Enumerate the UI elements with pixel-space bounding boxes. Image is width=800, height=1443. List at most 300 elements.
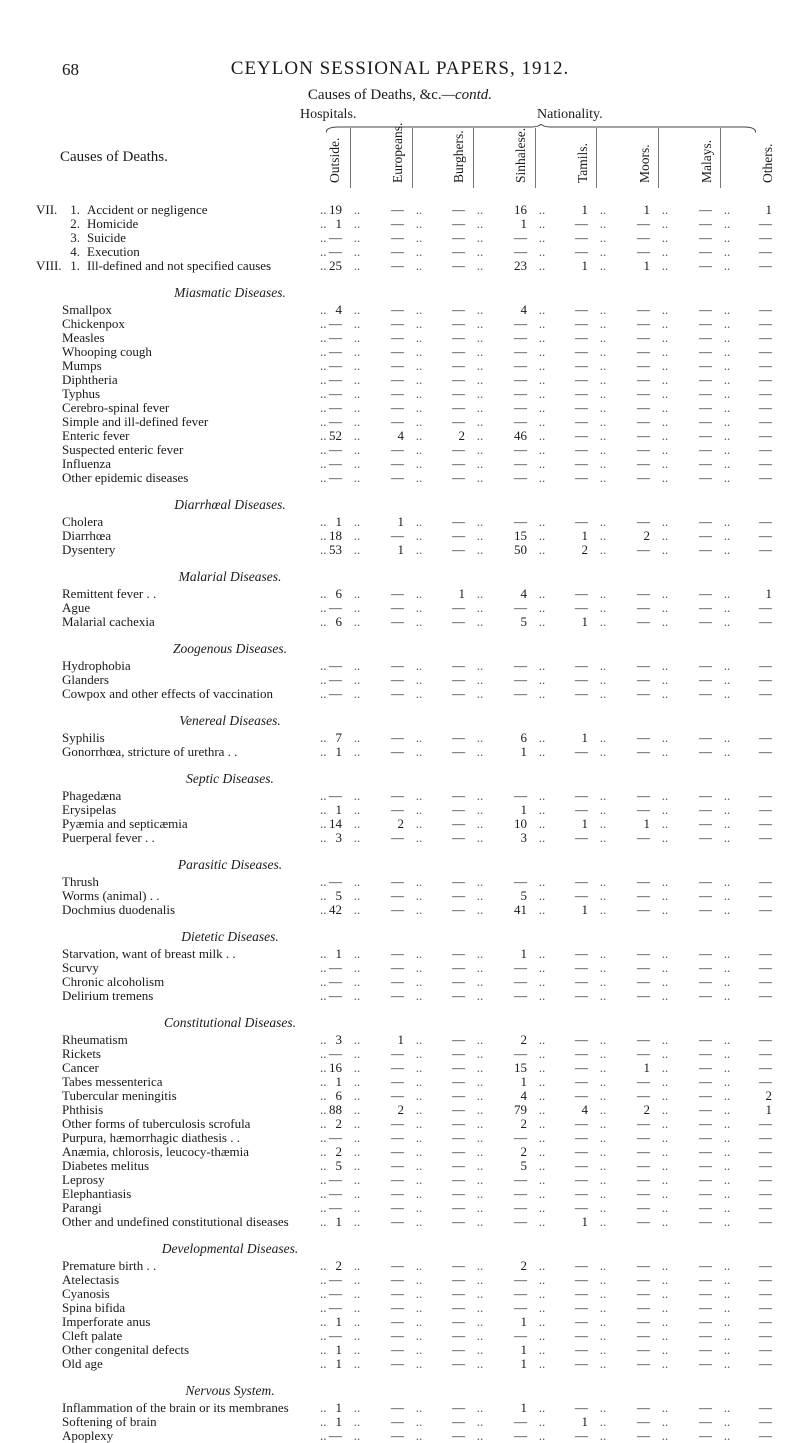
separator-dots: .. [538,1300,546,1315]
separator-dots: .. [415,316,423,331]
separator-dots: .. [538,258,546,273]
value-cell: — [699,1074,712,1089]
separator-dots: .. [723,302,731,317]
separator-dots: .. [476,1356,484,1371]
value-cell: — [514,470,527,485]
table-row [0,345,800,359]
value-cell: — [699,988,712,1003]
cause-name: Phthisis [62,1102,104,1117]
separator-dots: .. [599,988,607,1003]
table-row [0,1429,800,1443]
section-heading: Zoogenous Diseases. [173,641,287,656]
separator-dots: .. [538,730,546,745]
cause-name: Influenza [62,456,112,471]
separator-dots: .. [723,1356,731,1371]
value-cell: — [329,1200,342,1215]
value-cell: — [452,874,465,889]
value-cell: 1 [520,1314,527,1329]
cause-name: Malarial cachexia [62,614,155,629]
column-rule [473,128,474,188]
value-cell: — [452,600,465,615]
separator-dots: .. [538,960,546,975]
value-cell: 2 [520,1258,527,1273]
value-cell: — [514,686,527,701]
separator-dots: .. [723,1314,731,1329]
value-cell: — [391,372,404,387]
cause-name: Smallpox [62,302,112,317]
value-cell: 2 [643,1102,650,1117]
value-cell: — [759,658,772,673]
value-cell: — [759,888,772,903]
value-cell: — [575,988,588,1003]
separator-dots: .. [538,302,546,317]
separator-dots: .. [415,686,423,701]
leader-dots: .. [320,400,327,415]
separator-dots: .. [353,1074,361,1089]
value-cell: — [637,1286,650,1301]
separator-dots: .. [599,1144,607,1159]
table-row [0,1215,800,1229]
column-header: Tamils. [575,143,590,183]
value-cell: 6 [335,614,342,629]
separator-dots: .. [538,888,546,903]
value-cell: — [759,1144,772,1159]
value-cell: — [514,344,527,359]
value-cell: — [575,874,588,889]
item-number: 1. [70,258,80,273]
value-cell: — [699,358,712,373]
value-cell: — [699,686,712,701]
value-cell: — [452,542,465,557]
value-cell: 1 [581,528,588,543]
separator-dots: .. [599,730,607,745]
section-heading: Constitutional Diseases. [163,1015,296,1030]
value-cell: — [759,330,772,345]
cause-name: Delirium tremens [62,988,154,1003]
value-cell: — [514,1130,527,1145]
value-cell: — [637,302,650,317]
table-row [0,1159,800,1173]
separator-dots: .. [415,658,423,673]
cause-name: Ague [62,600,91,615]
table-row [0,817,800,831]
separator-dots: .. [415,1286,423,1301]
table-row [0,1343,800,1357]
value-cell: — [329,386,342,401]
separator-dots: .. [599,542,607,557]
separator-dots: .. [599,1116,607,1131]
value-cell: 1 [335,1342,342,1357]
separator-dots: .. [415,946,423,961]
separator-dots: .. [353,528,361,543]
value-cell: — [575,888,588,903]
cause-name: Homicide [87,216,139,231]
value-cell: — [637,470,650,485]
value-cell: — [452,1400,465,1415]
section-heading: Malarial Diseases. [178,569,282,584]
section-heading: Diarrhœal Diseases. [174,497,286,512]
separator-dots: .. [415,1046,423,1061]
value-cell: — [699,1060,712,1075]
leader-dots: .. [320,830,327,845]
value-cell: — [391,1214,404,1229]
value-cell: — [699,1144,712,1159]
value-cell: — [637,658,650,673]
separator-dots: .. [476,974,484,989]
value-cell: 1 [765,586,772,601]
leader-dots: .. [320,470,327,485]
value-cell: — [637,1144,650,1159]
separator-dots: .. [599,888,607,903]
separator-dots: .. [353,316,361,331]
leader-dots: .. [320,202,327,217]
separator-dots: .. [476,244,484,259]
value-cell: — [759,372,772,387]
value-cell: — [329,1428,342,1443]
separator-dots: .. [599,230,607,245]
separator-dots: .. [661,1060,669,1075]
value-cell: 46 [514,428,527,443]
separator-dots: .. [353,1286,361,1301]
value-cell: — [391,902,404,917]
value-cell: — [514,1272,527,1287]
separator-dots: .. [415,1400,423,1415]
separator-dots: .. [353,1060,361,1075]
value-cell: — [637,386,650,401]
separator-dots: .. [723,1414,731,1429]
value-cell: — [514,372,527,387]
value-cell: — [575,470,588,485]
separator-dots: .. [415,830,423,845]
separator-dots: .. [599,974,607,989]
leader-dots: .. [320,586,327,601]
separator-dots: .. [661,302,669,317]
leader-dots: .. [320,316,327,331]
value-cell: — [452,830,465,845]
cause-name: Hydrophobia [62,658,131,673]
value-cell: — [452,672,465,687]
value-cell: — [575,216,588,231]
separator-dots: .. [353,456,361,471]
separator-dots: .. [661,470,669,485]
value-cell: — [575,514,588,529]
value-cell: 6 [335,586,342,601]
cause-name: Old age [62,1356,103,1371]
separator-dots: .. [723,960,731,975]
separator-dots: .. [661,1088,669,1103]
leader-dots: .. [320,442,327,457]
table-row [0,975,800,989]
cause-name: Tabes messenterica [62,1074,163,1089]
leader-dots: .. [320,414,327,429]
value-cell: — [329,1272,342,1287]
section-heading: Septic Diseases. [186,771,274,786]
value-cell: — [391,528,404,543]
value-cell: — [575,316,588,331]
separator-dots: .. [538,414,546,429]
leader-dots: .. [320,1300,327,1315]
separator-dots: .. [538,202,546,217]
value-cell: — [637,1074,650,1089]
separator-dots: .. [599,1356,607,1371]
value-cell: — [699,414,712,429]
separator-dots: .. [538,874,546,889]
separator-dots: .. [661,528,669,543]
value-cell: — [452,258,465,273]
value-cell: 1 [335,216,342,231]
value-cell: — [391,614,404,629]
separator-dots: .. [599,330,607,345]
table-row [0,203,800,217]
value-cell: — [699,1328,712,1343]
separator-dots: .. [415,244,423,259]
separator-dots: .. [415,988,423,1003]
cause-name: Glanders [62,672,109,687]
separator-dots: .. [415,230,423,245]
separator-dots: .. [599,302,607,317]
separator-dots: .. [476,614,484,629]
cause-name: Cancer [62,1060,99,1075]
separator-dots: .. [476,330,484,345]
value-cell: — [699,514,712,529]
value-cell: — [329,686,342,701]
value-cell: — [637,230,650,245]
separator-dots: .. [599,1102,607,1117]
separator-dots: .. [538,386,546,401]
separator-dots: .. [538,802,546,817]
value-cell: — [575,1428,588,1443]
cause-name: Softening of brain [62,1414,157,1429]
value-cell: — [391,456,404,471]
separator-dots: .. [723,1200,731,1215]
separator-dots: .. [723,216,731,231]
value-cell: — [637,442,650,457]
separator-dots: .. [476,788,484,803]
value-cell: — [329,244,342,259]
separator-dots: .. [353,400,361,415]
value-cell: — [452,1144,465,1159]
separator-dots: .. [661,1328,669,1343]
value-cell: — [452,946,465,961]
leader-dots: .. [320,816,327,831]
separator-dots: .. [415,1158,423,1173]
value-cell: — [699,1172,712,1187]
separator-dots: .. [353,614,361,629]
separator-dots: .. [415,202,423,217]
table-row [0,659,800,673]
separator-dots: .. [476,1400,484,1415]
value-cell: — [391,658,404,673]
value-cell: 10 [514,816,527,831]
value-cell: — [329,658,342,673]
value-cell: — [637,330,650,345]
value-cell: — [699,1272,712,1287]
value-cell: — [391,230,404,245]
separator-dots: .. [476,400,484,415]
separator-dots: .. [599,1074,607,1089]
value-cell: 2 [520,1032,527,1047]
value-cell: — [637,614,650,629]
value-cell: — [329,1172,342,1187]
cause-name: Leprosy [62,1172,105,1187]
value-cell: — [514,400,527,415]
separator-dots: .. [476,1186,484,1201]
value-cell: — [637,1428,650,1443]
value-cell: — [699,258,712,273]
page-number: 68 [62,60,79,79]
leader-dots: .. [320,1046,327,1061]
separator-dots: .. [723,888,731,903]
value-cell: 88 [329,1102,342,1117]
value-cell: — [452,658,465,673]
separator-dots: .. [661,614,669,629]
separator-dots: .. [353,988,361,1003]
table-row [0,1075,800,1089]
separator-dots: .. [353,442,361,457]
value-cell: 4 [520,586,527,601]
value-cell: 42 [329,902,342,917]
value-cell: — [514,658,527,673]
value-cell: — [759,514,772,529]
separator-dots: .. [599,1088,607,1103]
value-cell: — [452,614,465,629]
separator-dots: .. [538,528,546,543]
value-cell: — [699,442,712,457]
value-cell: — [391,344,404,359]
value-cell: — [452,358,465,373]
separator-dots: .. [415,456,423,471]
value-cell: — [699,888,712,903]
separator-dots: .. [723,1272,731,1287]
value-cell: — [699,586,712,601]
leader-dots: .. [320,330,327,345]
separator-dots: .. [723,586,731,601]
value-cell: — [699,902,712,917]
separator-dots: .. [599,442,607,457]
value-cell: — [575,456,588,471]
value-cell: — [575,1116,588,1131]
cause-name: Diabetes melitus [62,1158,150,1173]
separator-dots: .. [415,874,423,889]
value-cell: — [391,316,404,331]
separator-dots: .. [599,1046,607,1061]
value-cell: — [575,672,588,687]
separator-dots: .. [723,542,731,557]
value-cell: — [452,230,465,245]
value-cell: 1 [335,1314,342,1329]
value-cell: — [575,1172,588,1187]
value-cell: — [452,1116,465,1131]
value-cell: — [575,1400,588,1415]
separator-dots: .. [661,902,669,917]
value-cell: — [514,1214,527,1229]
value-cell: — [759,600,772,615]
separator-dots: .. [599,1328,607,1343]
separator-dots: .. [538,988,546,1003]
value-cell: — [329,788,342,803]
value-cell: — [391,330,404,345]
separator-dots: .. [476,258,484,273]
table-row [0,889,800,903]
cause-name: Other forms of tuberculosis scrofula [62,1116,251,1131]
value-cell: — [699,600,712,615]
value-cell: — [452,1356,465,1371]
value-cell: — [329,974,342,989]
value-cell: — [575,974,588,989]
separator-dots: .. [353,1046,361,1061]
separator-dots: .. [415,470,423,485]
table-row [0,1047,800,1061]
value-cell: — [514,1200,527,1215]
separator-dots: .. [415,1116,423,1131]
separator-dots: .. [476,1172,484,1187]
value-cell: — [637,1130,650,1145]
value-cell: — [759,442,772,457]
separator-dots: .. [723,258,731,273]
separator-dots: .. [723,1172,731,1187]
separator-dots: .. [661,202,669,217]
separator-dots: .. [599,386,607,401]
value-cell: 41 [514,902,527,917]
separator-dots: .. [476,386,484,401]
separator-dots: .. [599,802,607,817]
value-cell: 79 [514,1102,527,1117]
value-cell: — [329,1130,342,1145]
value-cell: — [699,744,712,759]
separator-dots: .. [476,372,484,387]
cause-name: Thrush [62,874,99,889]
table-row [0,587,800,601]
table-row [0,317,800,331]
separator-dots: .. [599,216,607,231]
table-row [0,1301,800,1315]
separator-dots: .. [415,1314,423,1329]
separator-dots: .. [476,946,484,961]
value-cell: — [575,1130,588,1145]
value-cell: — [514,456,527,471]
separator-dots: .. [723,686,731,701]
separator-dots: .. [661,730,669,745]
value-cell: — [699,216,712,231]
separator-dots: .. [723,614,731,629]
value-cell: — [452,1032,465,1047]
value-cell: — [452,902,465,917]
separator-dots: .. [599,344,607,359]
value-cell: — [514,386,527,401]
value-cell: — [514,974,527,989]
value-cell: — [452,1130,465,1145]
leader-dots: .. [320,658,327,673]
separator-dots: .. [476,216,484,231]
value-cell: — [699,1342,712,1357]
table-row [0,1401,800,1415]
value-cell: — [329,470,342,485]
value-cell: — [637,874,650,889]
table-row [0,415,800,429]
separator-dots: .. [661,372,669,387]
separator-dots: .. [661,230,669,245]
separator-dots: .. [353,1428,361,1443]
value-cell: — [637,830,650,845]
leader-dots: .. [320,902,327,917]
value-cell: — [637,358,650,373]
value-cell: — [575,1300,588,1315]
separator-dots: .. [661,1200,669,1215]
value-cell: — [452,1214,465,1229]
separator-dots: .. [661,1356,669,1371]
leader-dots: .. [320,788,327,803]
value-cell: — [637,1272,650,1287]
